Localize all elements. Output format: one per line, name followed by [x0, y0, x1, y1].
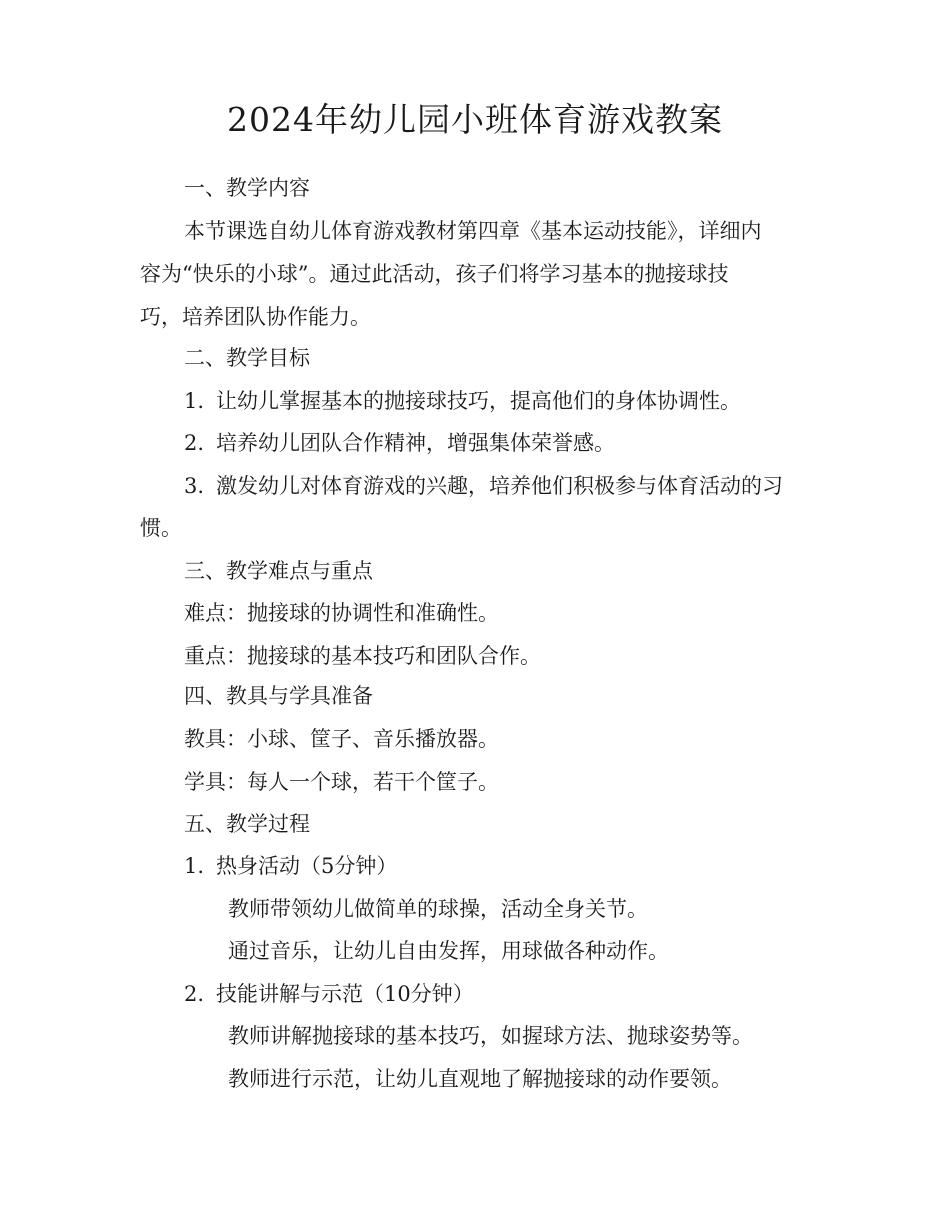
section-heading-materials: 四、教具与学具准备 [184, 684, 373, 708]
process-step-title: 技能讲解与示范（10分钟） [216, 982, 474, 1006]
section-heading-difficulties: 三、教学难点与重点 [184, 559, 373, 583]
focus-line: 重点：抛接球的基本技巧和团队合作。 [184, 644, 541, 668]
section-heading-teaching-content: 一、教学内容 [184, 176, 310, 200]
process-step-title: 热身活动（5分钟） [216, 854, 398, 878]
list-item-text: 激发幼儿对体育游戏的兴趣，培养他们积极参与体育活动的习 [216, 474, 783, 498]
student-tools-line: 学具：每人一个球，若干个筐子。 [184, 770, 499, 794]
process-step-detail: 通过音乐，让幼儿自由发挥，用球做各种动作。 [228, 939, 669, 963]
list-item-number: 1. [184, 389, 205, 413]
process-step [184, 979, 474, 1009]
process-step [184, 851, 397, 881]
list-item-text: 培养幼儿团队合作精神，增强集体荣誉感。 [216, 431, 615, 455]
difficulty-line: 难点：抛接球的协调性和准确性。 [184, 601, 499, 625]
page-title: 2024年幼儿园小班体育游戏教案 [227, 100, 723, 139]
process-step-number: 1. [184, 854, 205, 878]
list-item-number: 3. [184, 474, 205, 498]
process-step-detail: 教师进行示范，让幼儿直观地了解抛接球的动作要领。 [228, 1067, 732, 1091]
list-item-continuation: 惯。 [140, 516, 182, 540]
section-heading-process: 五、教学过程 [184, 812, 310, 836]
process-step-detail: 教师带领幼儿做简单的球操，活动全身关节。 [228, 897, 648, 921]
paragraph-line: 本节课选自幼儿体育游戏教材第四章《基本运动技能》，详细内 [184, 219, 762, 243]
list-item-number: 2. [184, 431, 205, 455]
process-step-number: 2. [184, 982, 205, 1006]
paragraph-line: 巧，培养团队协作能力。 [140, 305, 371, 329]
process-step-detail: 教师讲解抛接球的基本技巧，如握球方法、抛球姿势等。 [228, 1024, 753, 1048]
list-item [184, 386, 741, 416]
paragraph-line: 容为“快乐的小球”。通过此活动，孩子们将学习基本的抛接球技 [140, 262, 729, 286]
list-item [184, 428, 615, 458]
section-heading-teaching-goals: 二、教学目标 [184, 346, 310, 370]
list-item-text: 让幼儿掌握基本的抛接球技巧，提高他们的身体协调性。 [216, 389, 741, 413]
teacher-tools-line: 教具：小球、筐子、音乐播放器。 [184, 727, 499, 751]
list-item [184, 471, 783, 501]
